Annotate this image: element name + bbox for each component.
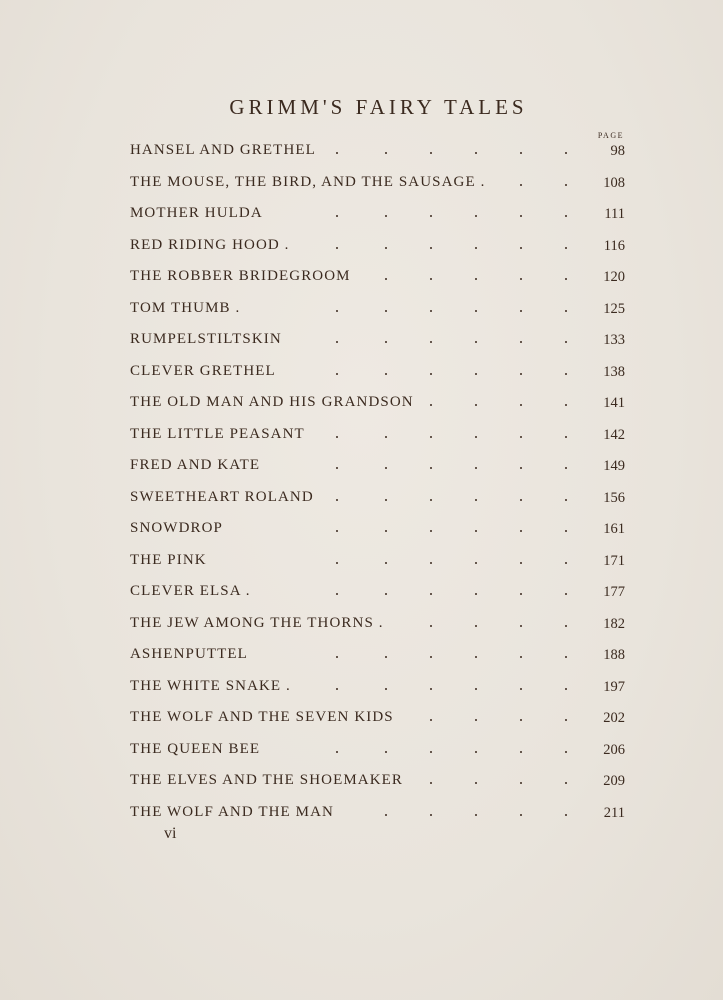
toc-entry-title: THE ELVES AND THE SHOEMAKER	[130, 772, 404, 788]
leader-dot	[385, 310, 387, 312]
toc-entry-page: 141	[603, 395, 625, 411]
toc-entry-title: THE WHITE SNAKE .	[130, 677, 291, 694]
toc-entry-title: MOTHER HULDA	[130, 205, 263, 221]
leader-dot	[520, 593, 522, 595]
leader-dot	[430, 562, 432, 564]
leader-dot	[520, 373, 522, 375]
leader-dot	[520, 310, 522, 312]
leader-dot	[430, 782, 432, 784]
leader-dot	[565, 625, 567, 627]
toc-entry	[130, 142, 625, 164]
toc-entry	[130, 709, 625, 731]
leader-dot	[475, 152, 477, 154]
leader-dot	[336, 467, 338, 469]
leader-dot	[385, 467, 387, 469]
leader-dot	[520, 625, 522, 627]
toc-entry-page: 161	[603, 521, 625, 537]
page-column-header: PAGE	[597, 131, 624, 140]
toc-entry-title: THE LITTLE PEASANT	[130, 425, 305, 442]
leader-dot	[385, 814, 387, 816]
leader-dot	[565, 467, 567, 469]
leader-dot	[430, 467, 432, 469]
leader-dot	[520, 499, 522, 501]
leader-dot	[475, 499, 477, 501]
toc-entry-page: 116	[603, 237, 625, 254]
toc-entry	[130, 741, 625, 763]
leader-dot	[430, 436, 432, 438]
leader-dot	[385, 341, 387, 343]
toc-entry-page: 171	[603, 552, 625, 569]
toc-entry-title: CLEVER GRETHEL	[130, 362, 276, 379]
toc-entry-page: 142	[603, 426, 625, 443]
leader-dot	[520, 814, 522, 816]
leader-dot	[430, 152, 432, 154]
leader-dot	[475, 625, 477, 627]
dot-leaders	[130, 741, 570, 761]
leader-dot	[475, 530, 477, 532]
leader-dot	[336, 688, 338, 690]
leader-dot	[565, 278, 567, 280]
leader-dot	[430, 530, 432, 532]
leader-dot	[565, 436, 567, 438]
leader-dot	[475, 782, 477, 784]
leader-dot	[520, 656, 522, 658]
leader-dot	[520, 341, 522, 343]
toc-entry-page: 133	[603, 332, 625, 348]
leader-dot	[520, 436, 522, 438]
dot-leaders	[130, 268, 570, 288]
toc-entry-title: THE QUEEN BEE	[130, 740, 261, 757]
leader-dot	[385, 152, 387, 154]
leader-dot	[565, 593, 567, 595]
leader-dot	[520, 404, 522, 406]
dot-leaders	[130, 363, 570, 383]
dot-leaders	[130, 426, 570, 446]
leader-dot	[475, 467, 477, 469]
leader-dot	[336, 310, 338, 312]
toc-entry	[130, 552, 625, 574]
toc-entry	[130, 804, 625, 826]
toc-entry-title: TOM THUMB .	[130, 299, 241, 316]
dot-leaders	[130, 804, 570, 824]
leader-dot	[385, 656, 387, 658]
toc-entry	[130, 426, 625, 448]
leader-dot	[385, 499, 387, 501]
leader-dot	[430, 310, 432, 312]
dot-leaders	[130, 457, 570, 477]
leader-dot	[430, 656, 432, 658]
leader-dot	[475, 341, 477, 343]
toc-entry	[130, 331, 625, 353]
leader-dot	[336, 656, 338, 658]
dot-leaders	[130, 552, 570, 572]
leader-dot	[336, 530, 338, 532]
toc-entry-page: 98	[610, 143, 625, 159]
toc-entry-title: HANSEL AND GRETHEL	[130, 142, 316, 158]
leader-dot	[475, 751, 477, 753]
leader-dot	[520, 152, 522, 154]
leader-dot	[430, 751, 432, 753]
toc-entry-title: RUMPELSTILTSKIN	[130, 331, 282, 347]
leader-dot	[430, 719, 432, 721]
toc-entry-page: 206	[603, 741, 625, 758]
leader-dot	[475, 404, 477, 406]
leader-dot	[336, 152, 338, 154]
leader-dot	[565, 499, 567, 501]
leader-dot	[565, 184, 567, 186]
leader-dot	[336, 215, 338, 217]
toc-entry-page: 177	[603, 584, 625, 600]
leader-dot	[430, 278, 432, 280]
toc-entry-title: THE WOLF AND THE MAN	[130, 803, 334, 820]
leader-dot	[565, 373, 567, 375]
leader-dot	[565, 814, 567, 816]
leader-dot	[385, 436, 387, 438]
toc-entry-page: 111	[604, 206, 625, 222]
toc-entry	[130, 520, 625, 542]
leader-dot	[385, 751, 387, 753]
toc-entry	[130, 363, 625, 385]
leader-dot	[430, 688, 432, 690]
dot-leaders	[130, 520, 570, 540]
toc-entry-title: FRED AND KATE	[130, 457, 261, 473]
leader-dot	[565, 719, 567, 721]
toc-entry-page: 197	[603, 678, 625, 695]
toc-entry-title: THE MOUSE, THE BIRD, AND THE SAUSAGE .	[130, 173, 486, 190]
toc-entry	[130, 772, 625, 794]
toc-entry	[130, 457, 625, 479]
dot-leaders	[130, 237, 570, 257]
leader-dot	[336, 562, 338, 564]
leader-dot	[475, 278, 477, 280]
toc-entry-page: 108	[603, 174, 625, 191]
leader-dot	[385, 247, 387, 249]
toc-entry-title: RED RIDING HOOD .	[130, 236, 290, 253]
leader-dot	[385, 215, 387, 217]
toc-entry	[130, 583, 625, 605]
leader-dot	[475, 562, 477, 564]
leader-dot	[430, 247, 432, 249]
leader-dot	[475, 215, 477, 217]
dot-leaders	[130, 583, 570, 603]
leader-dot	[565, 341, 567, 343]
leader-dot	[565, 247, 567, 249]
dot-leaders	[130, 772, 570, 792]
leader-dot	[430, 215, 432, 217]
leader-dot	[475, 593, 477, 595]
leader-dot	[385, 530, 387, 532]
leader-dot	[336, 751, 338, 753]
dot-leaders	[130, 300, 570, 320]
leader-dot	[475, 719, 477, 721]
leader-dot	[336, 593, 338, 595]
leader-dot	[385, 562, 387, 564]
leader-dot	[520, 467, 522, 469]
leader-dot	[475, 310, 477, 312]
leader-dot	[565, 751, 567, 753]
toc-entry-title: SWEETHEART ROLAND	[130, 488, 314, 505]
leader-dot	[475, 436, 477, 438]
leader-dot	[430, 625, 432, 627]
dot-leaders	[130, 615, 570, 635]
dot-leaders	[130, 709, 570, 729]
leader-dot	[520, 278, 522, 280]
leader-dot	[520, 688, 522, 690]
leader-dot	[336, 247, 338, 249]
leader-dot	[565, 530, 567, 532]
leader-dot	[385, 373, 387, 375]
toc-entry-page: 188	[603, 647, 625, 663]
leader-dot	[475, 373, 477, 375]
toc-entry-title: THE WOLF AND THE SEVEN KIDS	[130, 709, 394, 725]
toc-entry	[130, 394, 625, 416]
leader-dot	[430, 814, 432, 816]
leader-dot	[520, 719, 522, 721]
toc-entry	[130, 489, 625, 511]
leader-dot	[336, 341, 338, 343]
toc-entry-page: 149	[603, 458, 625, 474]
toc-entry-page: 209	[603, 773, 625, 789]
toc-entry-title: SNOWDROP	[130, 520, 223, 536]
toc-entry	[130, 615, 625, 637]
leader-dot	[385, 593, 387, 595]
leader-dot	[336, 499, 338, 501]
leader-dot	[520, 184, 522, 186]
leader-dot	[520, 782, 522, 784]
leader-dot	[565, 404, 567, 406]
dot-leaders	[130, 646, 570, 666]
leader-dot	[565, 782, 567, 784]
leader-dot	[520, 530, 522, 532]
leader-dot	[520, 751, 522, 753]
toc-entry-page: 156	[603, 489, 625, 506]
leader-dot	[475, 814, 477, 816]
toc-entry-page: 138	[603, 363, 625, 380]
dot-leaders	[130, 489, 570, 509]
leader-dot	[475, 247, 477, 249]
dot-leaders	[130, 142, 570, 162]
dot-leaders	[130, 331, 570, 351]
toc-entry-page: 202	[603, 710, 625, 726]
toc-entry-page: 120	[603, 269, 625, 285]
leader-dot	[430, 341, 432, 343]
leader-dot	[336, 436, 338, 438]
toc-entry	[130, 678, 625, 700]
dot-leaders	[130, 174, 570, 194]
leader-dot	[385, 688, 387, 690]
leader-dot	[520, 215, 522, 217]
leader-dot	[475, 688, 477, 690]
toc-entry-title: CLEVER ELSA .	[130, 583, 251, 599]
page-title: GRIMM'S FAIRY TALES	[229, 95, 528, 119]
dot-leaders	[130, 678, 570, 698]
leader-dot	[475, 656, 477, 658]
leader-dot	[430, 499, 432, 501]
leader-dot	[385, 278, 387, 280]
dot-leaders	[130, 394, 570, 414]
leader-dot	[565, 562, 567, 564]
toc-entry-title: THE OLD MAN AND HIS GRANDSON	[130, 394, 414, 410]
leader-dot	[565, 656, 567, 658]
toc-entry	[130, 174, 625, 196]
toc-entry-title: THE ROBBER BRIDEGROOM	[130, 268, 351, 284]
toc-entry-title: ASHENPUTTEL	[130, 646, 248, 662]
toc-entry	[130, 268, 625, 290]
toc-entry-title: THE PINK	[130, 551, 207, 568]
leader-dot	[565, 152, 567, 154]
leader-dot	[565, 688, 567, 690]
toc-entry	[130, 300, 625, 322]
leader-dot	[520, 247, 522, 249]
toc-entry-page: 182	[603, 615, 625, 632]
folio-number: vi	[164, 825, 177, 842]
leader-dot	[565, 215, 567, 217]
dot-leaders	[130, 205, 570, 225]
toc-entry	[130, 646, 625, 668]
toc-entry	[130, 237, 625, 259]
toc-entry-title: THE JEW AMONG THE THORNS .	[130, 614, 384, 631]
toc-entry-page: 211	[603, 804, 625, 821]
leader-dot	[430, 593, 432, 595]
leader-dot	[565, 310, 567, 312]
toc-entry	[130, 205, 625, 227]
toc-entry-page: 125	[603, 300, 625, 317]
leader-dot	[520, 562, 522, 564]
leader-dot	[336, 373, 338, 375]
leader-dot	[430, 404, 432, 406]
leader-dot	[430, 373, 432, 375]
